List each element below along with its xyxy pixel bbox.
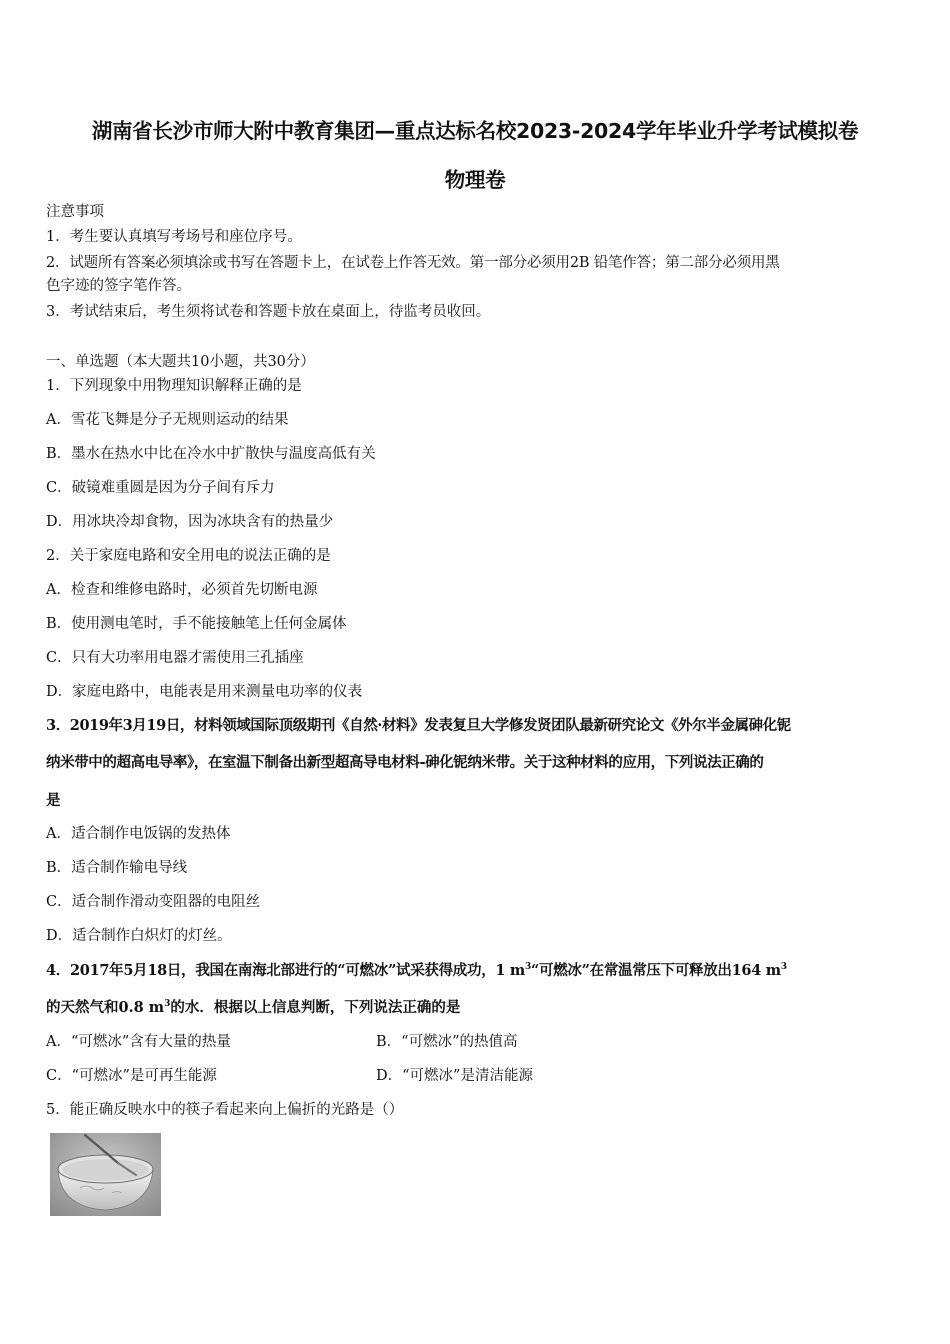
q4-option-c: C．“可燃冰”是可再生能源 (46, 1068, 217, 1084)
q3-option-c: C．适合制作滑动变阻器的电阻丝 (46, 894, 261, 910)
q2-stem: 2．关于家庭电路和安全用电的说法正确的是 (46, 548, 331, 564)
q4-stem-line-2-text-b: 的水．根据以上信息判断，下列说法正确的是 (170, 999, 461, 1016)
notice-item-2-line-1: 2．试题所有答案必须填涂或书写在答题卡上，在试卷上作答无效。第一部分必须用2B 铅笔作答；第二部分必须用黑 (46, 255, 780, 271)
exam-title: 湖南省长沙市师大附中教育集团—重点达标名校2023-2024学年毕业升学考试模拟卷 (91, 119, 859, 143)
q1-option-d: D．用冰块冷却食物，因为冰块含有的热量少 (46, 514, 334, 530)
section-heading: 一、单选题（本大题共10小题，共30分） (46, 354, 315, 370)
q1-option-b: B．墨水在热水中比在冷水中扩散快与温度高低有关 (46, 446, 376, 462)
q4-option-b: B．“可燃冰”的热值高 (376, 1034, 518, 1050)
q3-option-b: B．适合制作输电导线 (46, 860, 188, 876)
q3-stem-line-1: 3．2019年3月19日，材料领域国际顶级期刊《自然·材料》发表复旦大学修发贤团队最新研究论文《外尔半金属砷化铌 (46, 717, 791, 734)
q4-stem-line-1 (46, 962, 787, 980)
q2-option-b: B．使用测电笔时，手不能接触笔上任何金属体 (46, 616, 347, 632)
q3-option-d: D．适合制作白炽灯的灯丝。 (46, 928, 232, 944)
q1-stem: 1．下列现象中用物理知识解释正确的是 (46, 378, 302, 394)
notice-heading: 注意事项 (46, 204, 104, 220)
notice-item-3: 3．考试结束后，考生须将试卷和答题卡放在桌面上，待监考员收回。 (46, 304, 491, 320)
q2-option-c: C．只有大功率用电器才需使用三孔插座 (46, 650, 304, 666)
notice-item-2-line-2: 色字迹的签字笔作答。 (46, 278, 191, 294)
q1-option-a: A．雪花飞舞是分子无规则运动的结果 (46, 412, 289, 428)
bowl-chopsticks-photo (50, 1133, 161, 1216)
q5-stem: 5．能正确反映水中的筷子看起来向上偏折的光路是（） (46, 1102, 404, 1118)
q3-stem-line-2: 纳米带中的超高电导率》，在室温下制备出新型超高导电材料-砷化铌纳米带。关于这种材料的应用，下列说法正确的 (46, 754, 764, 771)
q4-superscript-3: 3 (164, 999, 171, 1009)
notice-item-1: 1．考生要认真填写考场号和座位序号。 (46, 229, 302, 245)
q1-option-c: C．破镜难重圆是因为分子间有斥力 (46, 480, 275, 496)
q2-option-d: D．家庭电路中，电能表是用来测量电功率的仪表 (46, 684, 363, 700)
q4-stem-line-2-text-a: 的天然气和0.8 m (46, 999, 165, 1016)
exam-subject: 物理卷 (444, 168, 506, 192)
q4-option-a: A．“可燃冰”含有大量的热量 (46, 1034, 231, 1050)
q4-superscript-1: 3 (524, 962, 531, 972)
q4-stem-line-1-text-a: 4．2017年5月18日，我国在南海北部进行的“可燃冰”试采获得成功，1 m (46, 962, 525, 979)
q3-option-a: A．适合制作电饭锅的发热体 (46, 826, 231, 842)
q2-option-a: A．检查和维修电路时，必须首先切断电源 (46, 582, 318, 598)
q4-stem-line-2 (46, 999, 460, 1017)
q4-option-d: D．“可燃冰”是清洁能源 (376, 1068, 533, 1084)
q4-superscript-2: 3 (780, 962, 787, 972)
q4-stem-line-1-text-b: “可燃冰”在常温常压下可释放出164 m (530, 962, 781, 979)
q3-stem-line-3: 是 (46, 792, 61, 809)
